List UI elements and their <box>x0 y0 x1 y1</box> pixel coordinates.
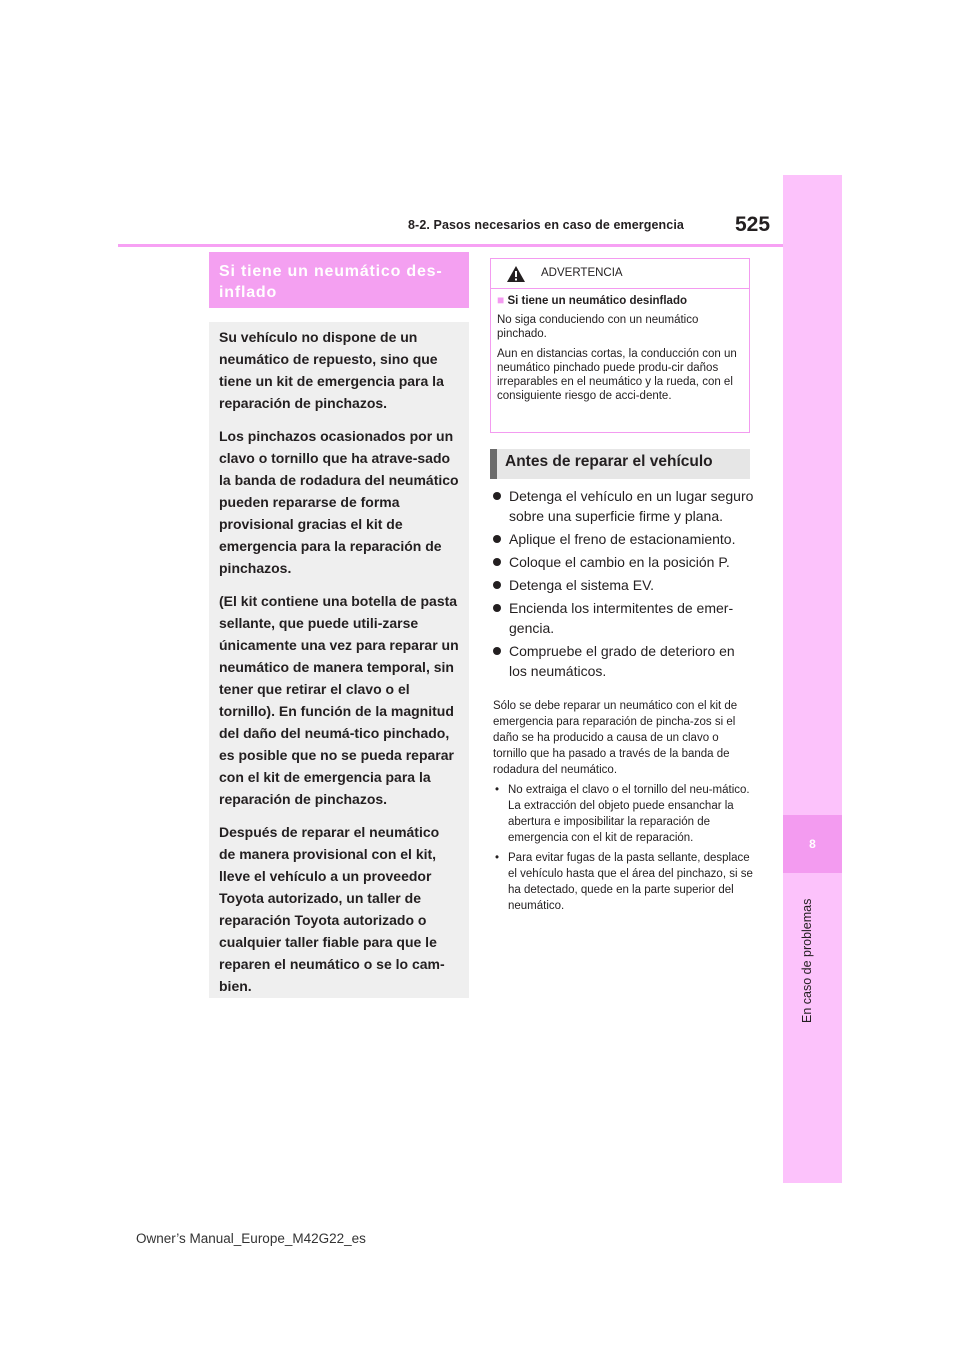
list-item <box>493 552 755 572</box>
small-bullet-icon: • <box>495 852 500 864</box>
left-heading: Si tiene un neumático des-inflado <box>209 252 469 308</box>
list-item <box>493 641 755 681</box>
note-item-text: Para evitar fugas de la pasta sellante, desplace el vehículo hasta que el área del pinchazo, si se ha detectado, quede en la parte superior del neumático. <box>508 852 753 912</box>
bullet-list <box>493 486 755 684</box>
list-item <box>493 598 755 638</box>
bullet-dot-icon <box>493 581 501 589</box>
side-tab <box>783 175 842 1183</box>
bullet-dot-icon <box>493 492 501 500</box>
list-item <box>493 575 755 595</box>
left-paragraph: (El kit contiene una botella de pasta sellante, que puede utili-zarse únicamente una vez para reparar un neumático de manera temporal, sin tener que retirar el clavo o el tornillo). En función de la magnitud del daño del neumá-tico pinchado, es posible que no se pueda reparar con el kit de emergencia para la reparación de pinchazos. <box>219 593 459 807</box>
note-section <box>493 698 755 918</box>
right-heading: Antes de reparar el vehículo <box>490 449 750 479</box>
warning-body <box>491 289 749 403</box>
header-rule <box>118 244 783 247</box>
warning-subheading-text: Si tiene un neumático desinflado <box>507 295 688 307</box>
page-number: 525 <box>735 213 771 236</box>
bullet-dot-icon <box>493 558 501 566</box>
note-item <box>493 850 755 914</box>
warning-subheading <box>497 293 743 308</box>
warning-triangle-icon <box>506 265 526 283</box>
list-item-text: Coloque el cambio en la posición P. <box>509 554 730 570</box>
chapter-title <box>795 883 825 1023</box>
warning-paragraph: No siga conduciendo con un neumático pinchado. <box>497 314 699 340</box>
pink-square-icon: ■ <box>497 293 505 307</box>
list-item-text: Encienda los intermitentes de emer-gencia. <box>509 600 734 636</box>
footer-text: Owner’s Manual_Europe_M42G22_es <box>136 1231 366 1246</box>
chapter-number-box[interactable]: 8 <box>783 815 842 873</box>
left-paragraph: Su vehículo no dispone de un neumático de repuesto, sino que tiene un kit de emergencia para la reparación de pinchazos. <box>219 329 444 411</box>
warning-box <box>490 258 750 433</box>
note-paragraph: Sólo se debe reparar un neumático con el kit de emergencia para reparación de pincha-zos si el daño se ha producido a causa de un clavo o tornillo que ha pasado a través de la banda de rodadura del neumático. <box>493 700 738 776</box>
warning-paragraph: Aun en distancias cortas, la conducción con un neumático pinchado puede produ-cir daños irreparables en el neumático y la rueda, con el consiguiente riesgo de acci-dente. <box>497 348 737 402</box>
bullet-dot-icon <box>493 647 501 655</box>
small-bullet-icon: • <box>495 784 500 796</box>
bullet-dot-icon <box>493 604 501 612</box>
list-item-text: Aplique el freno de estacionamiento. <box>509 531 736 547</box>
warning-header <box>491 259 749 289</box>
section-title: 8-2. Pasos necesarios en caso de emergencia <box>408 218 684 232</box>
list-item-text: Compruebe el grado de deterioro en los neumáticos. <box>509 643 735 679</box>
list-item-text: Detenga el sistema EV. <box>509 577 655 593</box>
warning-label: ADVERTENCIA <box>541 267 623 279</box>
list-item <box>493 486 755 526</box>
note-item-text: No extraiga el clavo o el tornillo del neu-mático. La extracción del objeto puede ensanchar la abertura e imposibilitar la reparación de emergencia con el kit de reparación. <box>508 784 750 844</box>
chapter-title-text: En caso de problemas <box>800 898 814 1023</box>
note-item <box>493 782 755 846</box>
list-item <box>493 529 755 549</box>
list-item-text: Detenga el vehículo en un lugar seguro sobre una superficie firme y plana. <box>509 488 754 524</box>
bullet-dot-icon <box>493 535 501 543</box>
left-paragraph: Los pinchazos ocasionados por un clavo o tornillo que ha atrave-sado la banda de rodadura del neumático pueden repararse de forma provisional gracias el kit de emergencia para la reparación de pinchazos. <box>219 428 459 576</box>
left-paragraph: Después de reparar el neumático de manera provisional con el kit, lleve el vehículo a un proveedor Toyota autorizado, un taller de reparación Toyota autorizado o cualquier taller fiable para que le reparen el neumático o se lo cam-bien. <box>219 824 445 994</box>
left-info-box <box>209 322 469 998</box>
